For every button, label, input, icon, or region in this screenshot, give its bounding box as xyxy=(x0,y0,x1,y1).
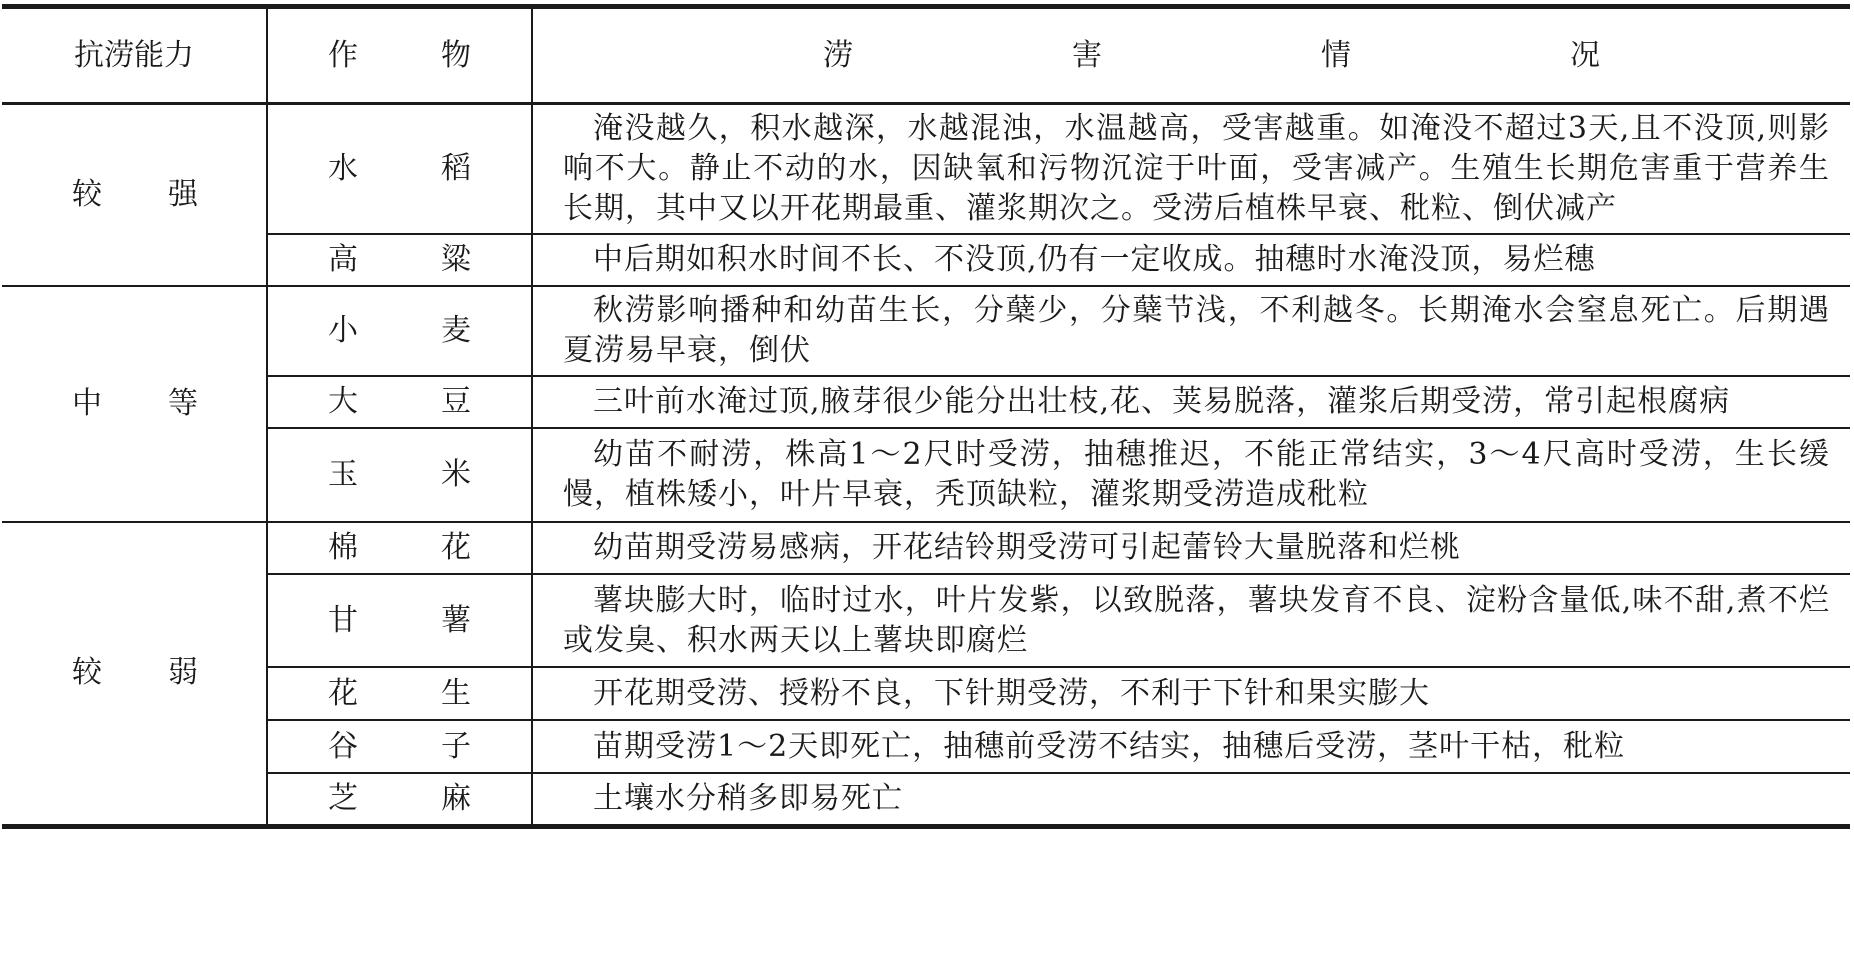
crop-cell: 水 稻 xyxy=(267,104,532,235)
desc-cell: 秋涝影响播种和幼苗生长，分蘖少，分蘖节浅，不利越冬。长期淹水会窒息死亡。后期遇夏涝易早衰，倒伏 xyxy=(532,286,1850,376)
table-row xyxy=(2,286,1850,376)
header-crop: 作 物 xyxy=(267,7,532,104)
table-row xyxy=(2,522,1850,574)
desc-cell: 苗期受涝1～2天即死亡，抽穗前受涝不结实，抽穗后受涝，茎叶干枯，秕粒 xyxy=(532,720,1850,773)
desc-cell: 三叶前水淹过顶,腋芽很少能分出壮枝,花、荚易脱落，灌浆后期受涝，常引起根腐病 xyxy=(532,376,1850,428)
table-row xyxy=(2,720,1850,773)
ability-weak: 较 弱 xyxy=(2,522,267,826)
crop-cell: 玉 米 xyxy=(267,428,532,522)
table-row xyxy=(2,773,1850,826)
desc-cell: 幼苗期受涝易感病，开花结铃期受涝可引起蕾铃大量脱落和烂桃 xyxy=(532,522,1850,574)
table-row xyxy=(2,104,1850,235)
crop-waterlogging-table xyxy=(2,4,1850,829)
desc-cell: 幼苗不耐涝，株高1～2尺时受涝，抽穗推迟，不能正常结实，3～4尺高时受涝，生长缓慢，植株矮小，叶片早衰，秃顶缺粒，灌浆期受涝造成秕粒 xyxy=(532,428,1850,522)
table-body xyxy=(2,104,1850,827)
desc-cell: 土壤水分稍多即易死亡 xyxy=(532,773,1850,826)
desc-cell: 薯块膨大时，临时过水，叶片发紫，以致脱落，薯块发育不良、淀粉含量低,味不甜,煮不烂或发臭、积水两天以上薯块即腐烂 xyxy=(532,574,1850,667)
table-header xyxy=(2,7,1850,104)
crop-cell: 小 麦 xyxy=(267,286,532,376)
crop-cell: 高 粱 xyxy=(267,234,532,286)
header-damage: 涝 害 情 况 xyxy=(532,7,1850,104)
table-row xyxy=(2,428,1850,522)
table-row xyxy=(2,234,1850,286)
crop-cell: 甘 薯 xyxy=(267,574,532,667)
crop-cell: 棉 花 xyxy=(267,522,532,574)
desc-cell: 中后期如积水时间不长、不没顶,仍有一定收成。抽穗时水淹没顶，易烂穗 xyxy=(532,234,1850,286)
crop-cell: 花 生 xyxy=(267,667,532,720)
crop-cell: 大 豆 xyxy=(267,376,532,428)
table-row xyxy=(2,667,1850,720)
ability-strong: 较 强 xyxy=(2,104,267,287)
desc-cell: 淹没越久，积水越深，水越混浊，水温越高，受害越重。如淹没不超过3天,且不没顶,则影响不大。静止不动的水，因缺氧和污物沉淀于叶面，受害减产。生殖生长期危害重于营养生长期，其中又以开花期最重、灌浆期次之。受涝后植株早衰、秕粒、倒伏减产 xyxy=(563,111,1830,226)
ability-medium: 中 等 xyxy=(2,286,267,522)
desc-cell: 开花期受涝、授粉不良，下针期受涝，不利于下针和果实膨大 xyxy=(532,667,1850,720)
header-ability: 抗涝能力 xyxy=(2,7,267,104)
table-row xyxy=(2,376,1850,428)
crop-cell: 谷 子 xyxy=(267,720,532,773)
table-row xyxy=(2,574,1850,667)
crop-cell: 芝 麻 xyxy=(267,773,532,826)
